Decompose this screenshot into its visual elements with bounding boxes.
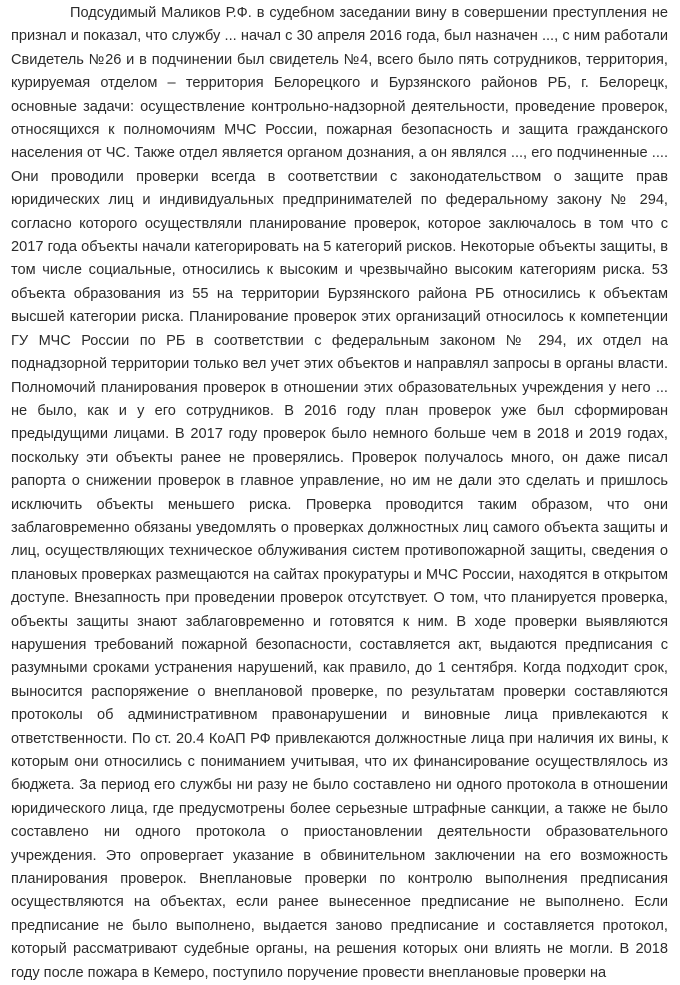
testimony-paragraph: Подсудимый Маликов Р.Ф. в судебном заседании вину в совершении преступления не признал и показал, что службу ... начал с 30 апреля 2016 года, был назначен ..., с ним работали Свидетель №26 и в подчинении был свидетель №4, всего было пять сотрудников, территория, курируемая отделом – территория Белорецкого и Бурзянского районов РБ, г. Белорецк, основные задачи: осуществление контрольно-надзорной деятельности, проведение проверок, относящихся к полномочиям МЧС России, пожарная безопасность и защита гражданского населения от ЧС. Также отдел является органом дознания, а он являлся ..., его подчиненные .... Они проводили проверки всегда в соответствии с законодательством о защите прав юридических лиц и индивидуальных предпринимателей по федеральному закону № 294, согласно которого осуществляли планирование проверок, которое заключалось в том что с 2017 года объекты начали категорировать на 5 категорий рисков. Некоторые объекты защиты, в том числе социальные, относились к высоким и чрезвычайно высоким категориям риска. 53 объекта образования из 55 на территории Бурзянского района РБ относились к объектам высшей категории риска. Планирование проверок этих организаций относилось к компетенции ГУ МЧС России по РБ в соответствии с федеральным законом № 294, их отдел на поднадзорной территории только вел учет этих объектов и направлял запросы в органы власти. Полномочий планирования проверок в отношении этих образовательных учреждения у него ... не было, как и у его сотрудников. В 2016 году план проверок уже был сформирован предыдущими лицами. В 2017 году проверок было немного больше чем в 2018 и 2019 годах, поскольку эти объекты ранее не проверялись. Проверок получалось много, он даже писал рапорта о снижении проверок в главное управление, но им не дали это сделать и пришлось исключить объекты меньшего риска. Проверка проводится таким образом, что они заблаговременно обязаны уведомлять о проверках должностных лиц самого объекта защиты и лиц, осуществляющих техническое облуживания систем противопожарной защиты, сведения о плановых проверках размещаются на сайтах прокуратуры и МЧС России, находятся в открытом доступе. Внезапность при проведении проверок отсутствует. О том, что планируется проверка, объекты защиты знают заблаговременно и готовятся к ним. В ходе проверки выявляются нарушения требований пожарной безопасности, составляется акт, выдаются предписания с разумными сроками устранения нарушений, как правило, до 1 сентября. Когда подходит срок, выносится распоряжение о внеплановой проверке, по результатам проверки составляются протоколы об административном правонарушении и виновные лица привлекаются к ответственности. По ст. 20.4 КоАП РФ привлекаются должностные лица при наличия их вины, к которым они относились с пониманием учитывая, что их финансирование осуществлялось из бюджета. За период его службы ни разу не было составлено ни одного протокола в отношении юридического лица, где предусмотрены более серьезные штрафные санкции, а также не было составлено ни одного протокола о приостановлении деятельности образовательного учреждения. Это опровергает указание в обвинительном заключении на его возможность планирования проверок. Внеплановые проверки по контролю выполнения предписания осуществляются на объектах, если ранее вынесенное предписание не выполнено. Если предписание не было выполнено, выдается заново предписание и составляется протокол, который рассматривают судебные органы, на решения которых они влиять не могли. В 2018 году после пожара в Кемеро, поступило поручение провести внеплановые проверки на [11,5,668,981]
